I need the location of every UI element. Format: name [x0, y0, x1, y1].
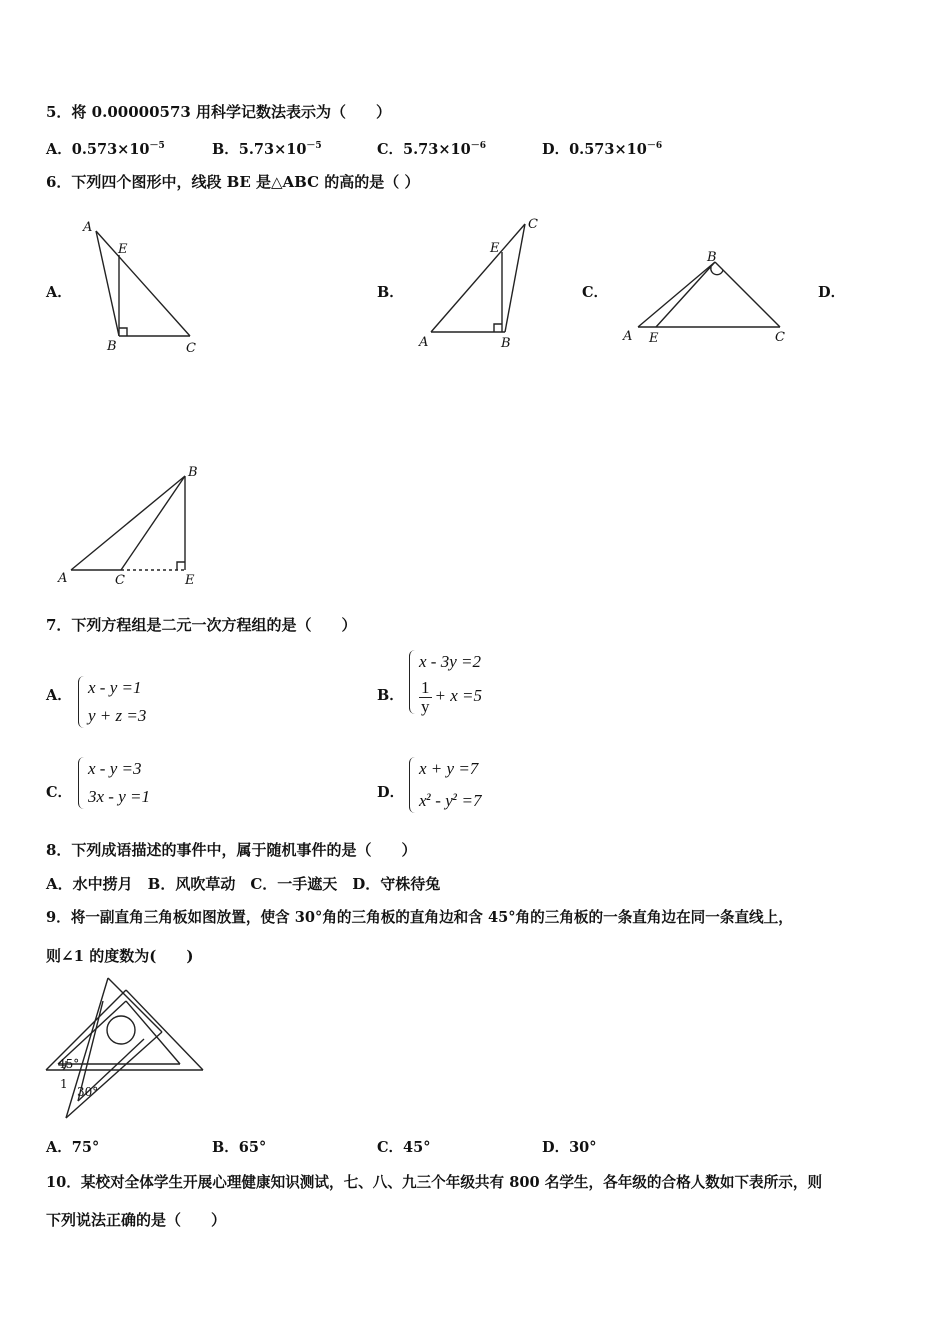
option-base: 0.573×10: [71, 141, 150, 158]
option-label: A．: [46, 1139, 72, 1156]
q7-system-c: [78, 755, 150, 811]
label-a: A: [58, 571, 68, 586]
angle-45-label: 45°: [58, 1057, 80, 1071]
label-e: E: [118, 242, 128, 257]
label-e: E: [185, 573, 195, 588]
brace: [78, 676, 86, 728]
q10-stem-line1: 10．某校对全体学生开展心理健康知识测试，七、八、九三个年级共有 800 名学生，各年级的合格人数如下表所示，则: [46, 1174, 823, 1191]
q6-figure-d: [55, 460, 215, 590]
q10-stem-line2: 下列说法正确的是（ ）: [46, 1211, 227, 1229]
label-b: B: [188, 465, 198, 480]
q7-option-a-label[interactable]: A．: [46, 687, 72, 704]
q5-option-d[interactable]: [542, 136, 662, 160]
q7-option-c-label[interactable]: C．: [46, 784, 73, 801]
fraction: [419, 679, 432, 716]
option-value: 65°: [238, 1139, 267, 1156]
label-e: E: [649, 331, 659, 346]
option-label: B．: [212, 1139, 239, 1156]
q6-option-a-label[interactable]: A．: [46, 284, 72, 301]
equation: x - y =1: [88, 678, 142, 697]
option-label: C．: [377, 141, 404, 158]
q9-figure: [40, 975, 210, 1125]
option-base: 5.73×10: [238, 141, 307, 158]
q9-stem-line2: 则∠1 的度数为( ): [46, 947, 194, 965]
label-e: E: [490, 241, 500, 256]
option-label: C．: [377, 1139, 404, 1156]
brace: [409, 650, 417, 714]
label-a: A: [419, 335, 429, 350]
brace: [78, 757, 86, 809]
angle-1-label: 1: [60, 1077, 68, 1091]
label-c: C: [186, 341, 196, 356]
option-exponent: －5: [306, 141, 322, 151]
option-label: A．: [46, 141, 72, 158]
q7-system-a: [78, 674, 146, 730]
equation: 3x - y =1: [88, 787, 150, 806]
q9-option-a[interactable]: [46, 1138, 99, 1158]
label-c: C: [115, 573, 125, 588]
equation: $x^2 - y^2 =7$: [419, 791, 482, 810]
label-b: B: [107, 339, 117, 354]
equation: x - 3y =2: [419, 652, 481, 671]
q6-figure-c: [620, 245, 800, 350]
equation: x + y =7: [419, 759, 479, 778]
q9-option-d[interactable]: [542, 1138, 597, 1158]
q6-option-d-label[interactable]: D．: [818, 284, 846, 301]
equation: y + z =3: [88, 706, 147, 725]
label-c: C: [528, 217, 538, 232]
option-label: D．: [542, 1139, 570, 1156]
q8-options[interactable]: A．水中捞月 B．风吹草动 C．一手遮天 D．守株待兔: [46, 875, 441, 893]
q5-option-a[interactable]: [46, 136, 165, 160]
q5-option-b[interactable]: [212, 136, 322, 160]
fraction-denominator: y: [421, 696, 430, 716]
option-exponent: －6: [470, 141, 486, 151]
option-exponent: －5: [149, 141, 165, 151]
option-value: 75°: [71, 1139, 100, 1156]
q8-stem: 8．下列成语描述的事件中，属于随机事件的是（ ）: [46, 841, 417, 859]
q9-stem-line1: 9．将一副直角三角板如图放置，使含 30°角的三角板的直角边和含 45°角的三角板的一条直角边在同一条直线上，: [46, 909, 793, 926]
label-a: A: [623, 329, 633, 344]
equation: x - y =3: [88, 759, 142, 778]
q7-stem: 7．下列方程组是二元一次方程组的是（ ）: [46, 616, 357, 634]
label-b: B: [501, 336, 511, 351]
q9-option-b[interactable]: [212, 1138, 266, 1158]
q7-system-d: [409, 755, 482, 815]
q7-system-b: [409, 648, 482, 716]
angle-30-label: 30°: [77, 1085, 99, 1099]
brace: [409, 757, 417, 813]
q7-option-b-label[interactable]: B．: [377, 687, 404, 704]
q9-option-c[interactable]: [377, 1138, 430, 1158]
option-base: 0.573×10: [569, 141, 647, 158]
option-value: 30°: [569, 1139, 597, 1156]
option-exponent: －6: [646, 141, 663, 151]
label-c: C: [775, 330, 785, 345]
q6-option-c-label[interactable]: C．: [582, 284, 609, 301]
equation: + x =5: [434, 686, 482, 705]
option-label: B．: [212, 141, 239, 158]
fraction-numerator: 1: [421, 677, 430, 697]
q5-stem: 5．将 0.00000573 用科学记数法表示为（ ）: [46, 103, 392, 121]
label-a: A: [83, 220, 93, 235]
q5-option-c[interactable]: [377, 136, 486, 160]
q6-figure-a: [80, 215, 210, 360]
label-b: B: [707, 250, 717, 265]
q6-option-b-label[interactable]: B．: [377, 284, 404, 301]
option-label: D．: [542, 141, 570, 158]
option-base: 5.73×10: [403, 141, 471, 158]
q6-stem: 6．下列四个图形中，线段 BE 是△ABC 的高的是（ ）: [46, 173, 420, 191]
q6-figure-b: [415, 210, 550, 355]
option-value: 45°: [403, 1139, 431, 1156]
q7-option-d-label[interactable]: D．: [377, 784, 405, 801]
